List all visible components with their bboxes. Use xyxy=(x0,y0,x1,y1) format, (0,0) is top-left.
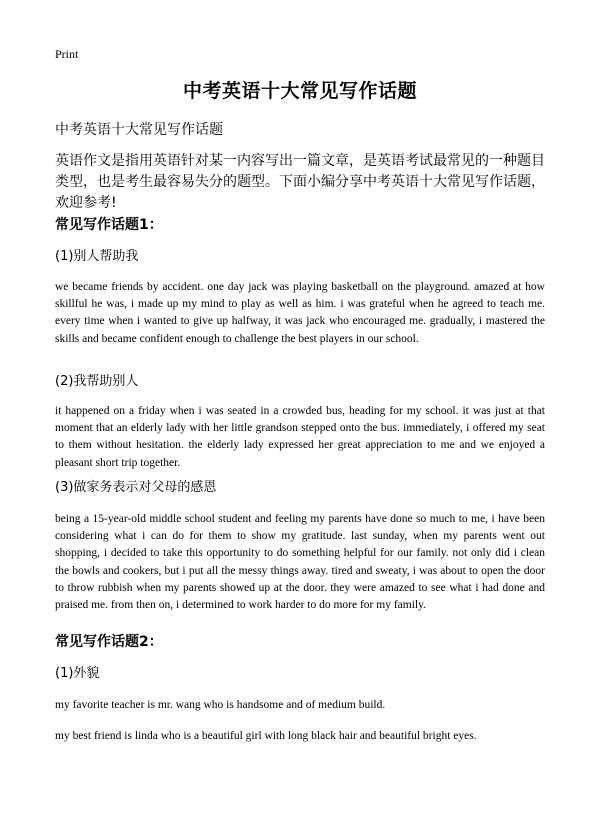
document-subtitle: 中考英语十大常见写作话题 xyxy=(55,122,223,138)
section-heading-2: 常见写作话题2： xyxy=(55,634,163,650)
page-title: 中考英语十大常见写作话题 xyxy=(182,80,417,102)
topic-paragraph: my favorite teacher is mr. wang who is handsome and of medium build. xyxy=(55,699,386,711)
topic-paragraph: my best friend is linda who is a beautiful girl with long black hair and beautiful bright eyes. xyxy=(55,730,477,742)
topic-heading-appearance: (1)外貌 xyxy=(55,666,100,681)
print-link[interactable]: Print xyxy=(55,47,79,61)
topic-heading-others-help-me: (1)别人帮助我 xyxy=(55,249,139,264)
topic-paragraph: being a 15-year-old middle school student and feeling my parents have done so much to me, i have been considering what i can do for them to show my gratitude. last sunday, when my parents went out shopping, i decided to take this opportunity to do something helpful for our family. not only did i clean the bowls and cookers, but i put all the messy things away. tired and sweaty, i was about to open the door to throw rubbish when my parents showed up at the door. they were amazed to see what i had done and praised me. from then on, i determined to work harder to do more for my family. xyxy=(55,513,545,612)
topic-paragraph: we became friends by accident. one day jack was playing basketball on the playground. amazed at how skillful he was, i made up my mind to play as well as him. i was grateful when he agreed to teach me. every time when i wanted to give up halfway, it was jack who encouraged me. gradually, i mastered the skills and became confident enough to challenge the best players in our school. xyxy=(55,281,545,345)
topic-heading-i-help-others: (2)我帮助别人 xyxy=(55,374,139,389)
topic-heading-housework-gratitude: (3)做家务表示对父母的感恩 xyxy=(55,480,217,495)
section-heading-1: 常见写作话题1： xyxy=(55,217,163,233)
topic-paragraph: it happened on a friday when i was seated in a crowded bus, heading for my school. it was just at that moment that an elderly lady with her little grandson stepped onto the bus. immediately, i offered my seat to them without hesitation. the elderly lady expressed her great appreciation to me and we enjoyed a pleasant short trip together. xyxy=(55,405,545,469)
intro-paragraph: 英语作文是指用英语针对某一内容写出一篇文章，是英语考试最常见的一种题目类型，也是考生最容易失分的题型。下面小编分享中考英语十大常见写作话题，欢迎参考! xyxy=(55,153,545,211)
